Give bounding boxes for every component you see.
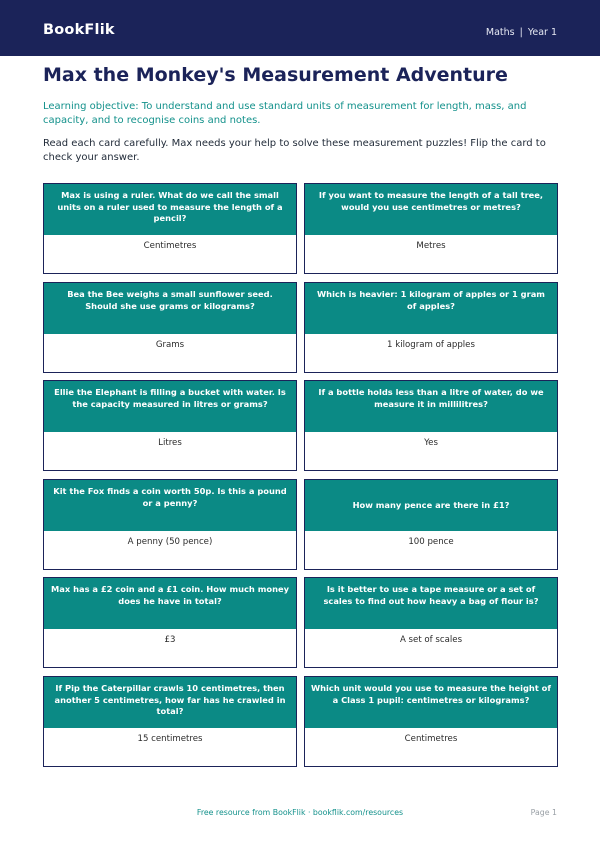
learning-objective: Learning objective: To understand and use standard units of measurement for length, mass, and capacity, and to recognise coins and notes.: [43, 101, 527, 126]
flashcard[interactable]: [304, 577, 558, 668]
flashcard[interactable]: [304, 183, 558, 274]
card-question: If a bottle holds less than a litre of water, do we measure it in millilitres?: [305, 381, 557, 432]
card-question: Bea the Bee weighs a small sunflower seed. Should she use grams or kilograms?: [44, 283, 296, 334]
card-question: Max has a £2 coin and a £1 coin. How much money does he have in total?: [44, 578, 296, 629]
flashcard[interactable]: [304, 282, 558, 373]
brand-logo[interactable]: BookFlik: [43, 22, 115, 38]
card-answer: £3: [164, 635, 176, 645]
card-answer: A penny (50 pence): [127, 537, 213, 547]
card-answer: Centimetres: [143, 241, 197, 251]
subject-year-label: [486, 27, 557, 38]
flashcard[interactable]: [304, 380, 558, 471]
card-answer: 1 kilogram of apples: [387, 340, 475, 350]
meta-separator: |: [519, 27, 523, 38]
flashcard[interactable]: [43, 577, 297, 668]
flashcard[interactable]: [43, 380, 297, 471]
card-answer: 15 centimetres: [137, 734, 203, 744]
card-question: Is it better to use a tape measure or a set of scales to find out how heavy a bag of flour is?: [305, 578, 557, 629]
subject-label: Maths: [485, 27, 515, 38]
instructions: Read each card carefully. Max needs your help to solve these measurement puzzles! Flip the card to check your answer.: [43, 138, 546, 163]
card-question: Which is heavier: 1 kilogram of apples or 1 gram of apples?: [305, 283, 557, 334]
card-question: If Pip the Caterpillar crawls 10 centimetres, then another 5 centimetres, how far has he crawled in total?: [44, 677, 296, 728]
card-answer: Grams: [155, 340, 185, 350]
flashcard[interactable]: [304, 676, 558, 767]
page-title: Max the Monkey's Measurement Adventure: [43, 64, 508, 86]
year-label: Year 1: [527, 27, 557, 38]
card-answer: A set of scales: [399, 635, 463, 645]
card-answer: Centimetres: [404, 734, 458, 744]
flashcard[interactable]: [43, 183, 297, 274]
flashcard[interactable]: [43, 282, 297, 373]
card-answer: Metres: [416, 241, 446, 251]
card-question: Ellie the Elephant is filling a bucket with water. Is the capacity measured in litres or grams?: [44, 381, 296, 432]
top-banner: [0, 0, 600, 56]
flashcard[interactable]: [43, 676, 297, 767]
card-question: Which unit would you use to measure the height of a Class 1 pupil: centimetres or kilograms?: [305, 677, 557, 728]
card-question: If you want to measure the length of a tall tree, would you use centimetres or metres?: [305, 184, 557, 235]
card-answer: 100 pence: [408, 537, 454, 547]
card-answer: Yes: [424, 438, 438, 448]
card-question: Max is using a ruler. What do we call the small units on a ruler used to measure the length of a pencil?: [44, 184, 296, 235]
flashcard[interactable]: [43, 479, 297, 570]
footer-resource-link[interactable]: Free resource from BookFlik · bookflik.com/resources: [196, 808, 404, 817]
card-answer: Litres: [158, 438, 182, 448]
page-number: Page 1: [530, 808, 557, 817]
card-question: How many pence are there in £1?: [305, 480, 557, 531]
card-question: Kit the Fox finds a coin worth 50p. Is this a pound or a penny?: [44, 480, 296, 531]
flashcard[interactable]: [304, 479, 558, 570]
